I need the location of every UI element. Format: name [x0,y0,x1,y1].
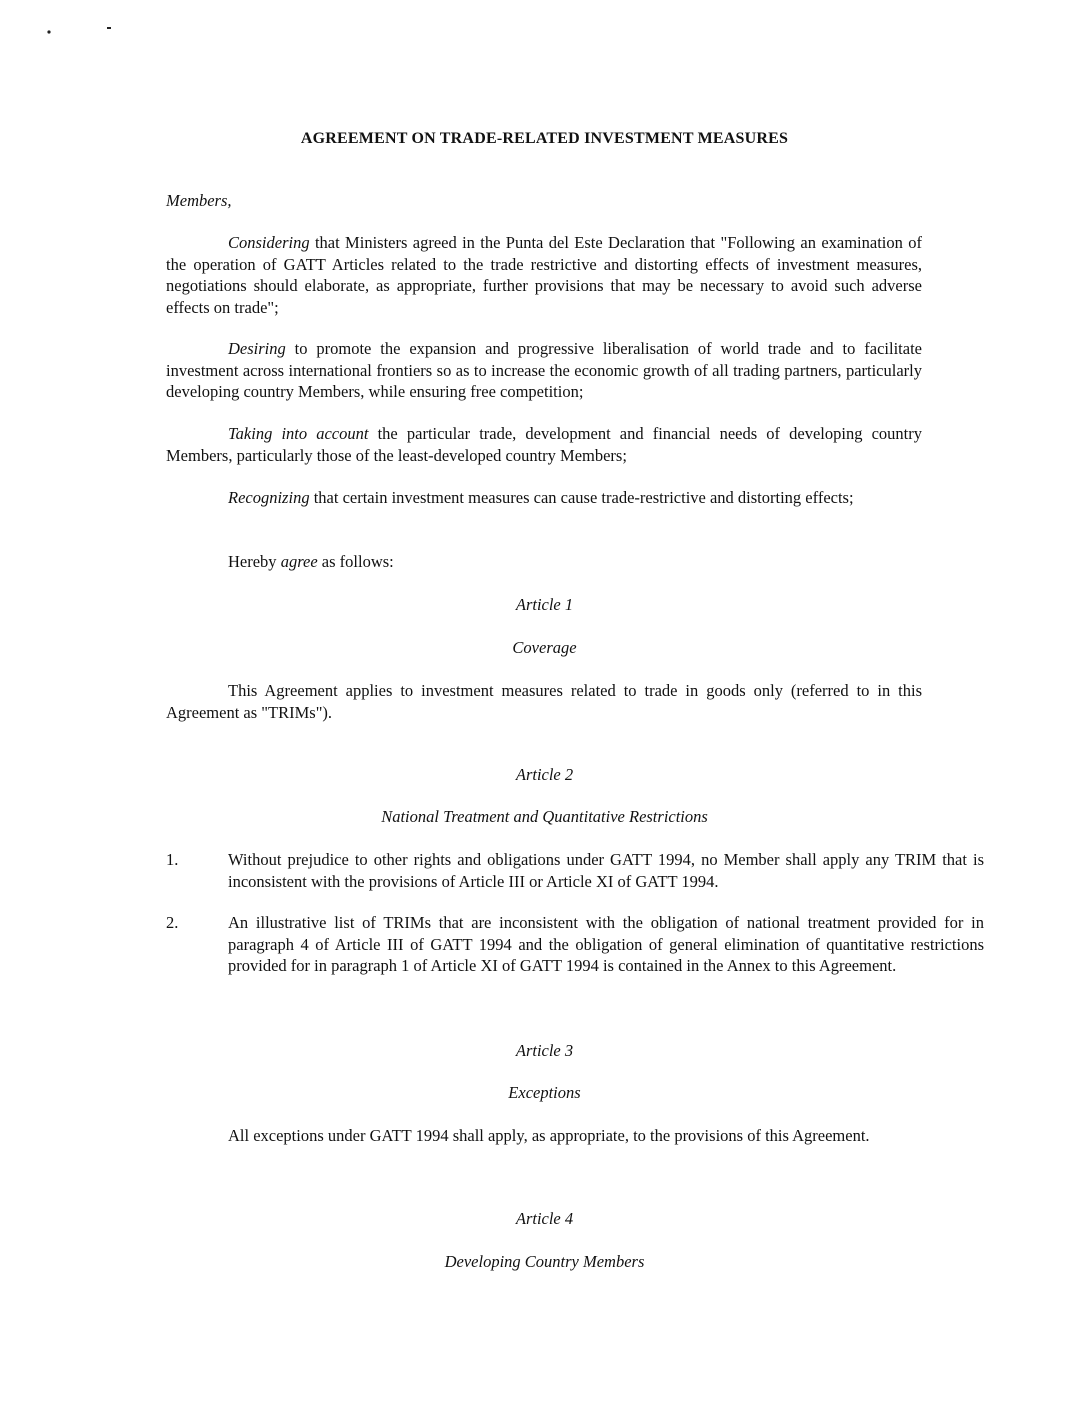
paragraph-number: 2. [166,913,179,932]
members-line: Members, [166,191,232,210]
article-2-heading: National Treatment and Quantitative Restrictions [381,807,708,826]
article-3-paragraph: All exceptions under GATT 1994 shall apply, as appropriate, to the provisions of this Agreement. [228,1126,870,1145]
scan-marks [45,20,125,40]
paragraph-text: Without prejudice to other rights and obligations under GATT 1994, no Member shall apply any TRIM that is inconsistent with the provisions of Article III or Article XI of GATT 1994. [228,850,984,891]
article-2-paragraph-1 [166,849,984,892]
preamble-lead: Recognizing [228,488,310,507]
scan-dot [47,30,50,33]
article-4-number: Article 4 [515,1209,574,1228]
article-1-number: Article 1 [515,595,574,614]
article-1-heading: Coverage [512,638,577,657]
article-2-paragraph-2 [166,912,984,977]
preamble-text: to promote the expansion and progressive liberalisation of world trade and to facilitate investment across international frontiers so as to increase the economic growth of all trading partners, particularly developing country Members, while ensuring free competition; [166,339,922,401]
article-3-number: Article 3 [515,1041,574,1060]
preamble-text: that Ministers agreed in the Punta del Este Declaration that "Following an examination of the operation of GATT Articles related to the trade restrictive and distorting effects of investment measures, negotiations should elaborate, as appropriate, further provisions that may be necessary to avoid such adverse effects on trade"; [166,233,922,317]
paragraph-number: 1. [166,850,179,869]
preamble-desiring [166,338,922,403]
hereby-agree-line: Hereby agree as follows: [228,552,394,571]
preamble-taking-into-account [166,423,922,466]
preamble-considering [166,232,922,318]
preamble-lead: Considering [228,233,310,252]
article-1-paragraph: This Agreement applies to investment measures related to trade in goods only (referred to in this Agreement as "TRIMs"). [166,681,922,722]
document-title: AGREEMENT ON TRADE-RELATED INVESTMENT MEASURES [300,130,789,147]
preamble-recognizing [166,487,922,509]
preamble-lead: Desiring [228,339,286,358]
paragraph-text: An illustrative list of TRIMs that are inconsistent with the obligation of national treatment provided for in paragraph 4 of Article III of GATT 1994 and the obligation of general elimination of quantitative restrictions provided for in paragraph 1 of Article XI of GATT 1994 is contained in the Annex to this Agreement. [228,913,984,975]
preamble-lead: Taking into account [228,424,369,443]
preamble-text: that certain investment measures can cause trade-restrictive and distorting effects; [309,488,854,507]
article-3-heading: Exceptions [508,1083,581,1102]
article-4-heading: Developing Country Members [444,1252,645,1271]
article-2-number: Article 2 [515,765,574,784]
preamble-text: the particular trade, development and financial needs of developing country Members, particularly those of the least-developed country Members; [166,424,922,465]
scan-dash [107,27,111,29]
